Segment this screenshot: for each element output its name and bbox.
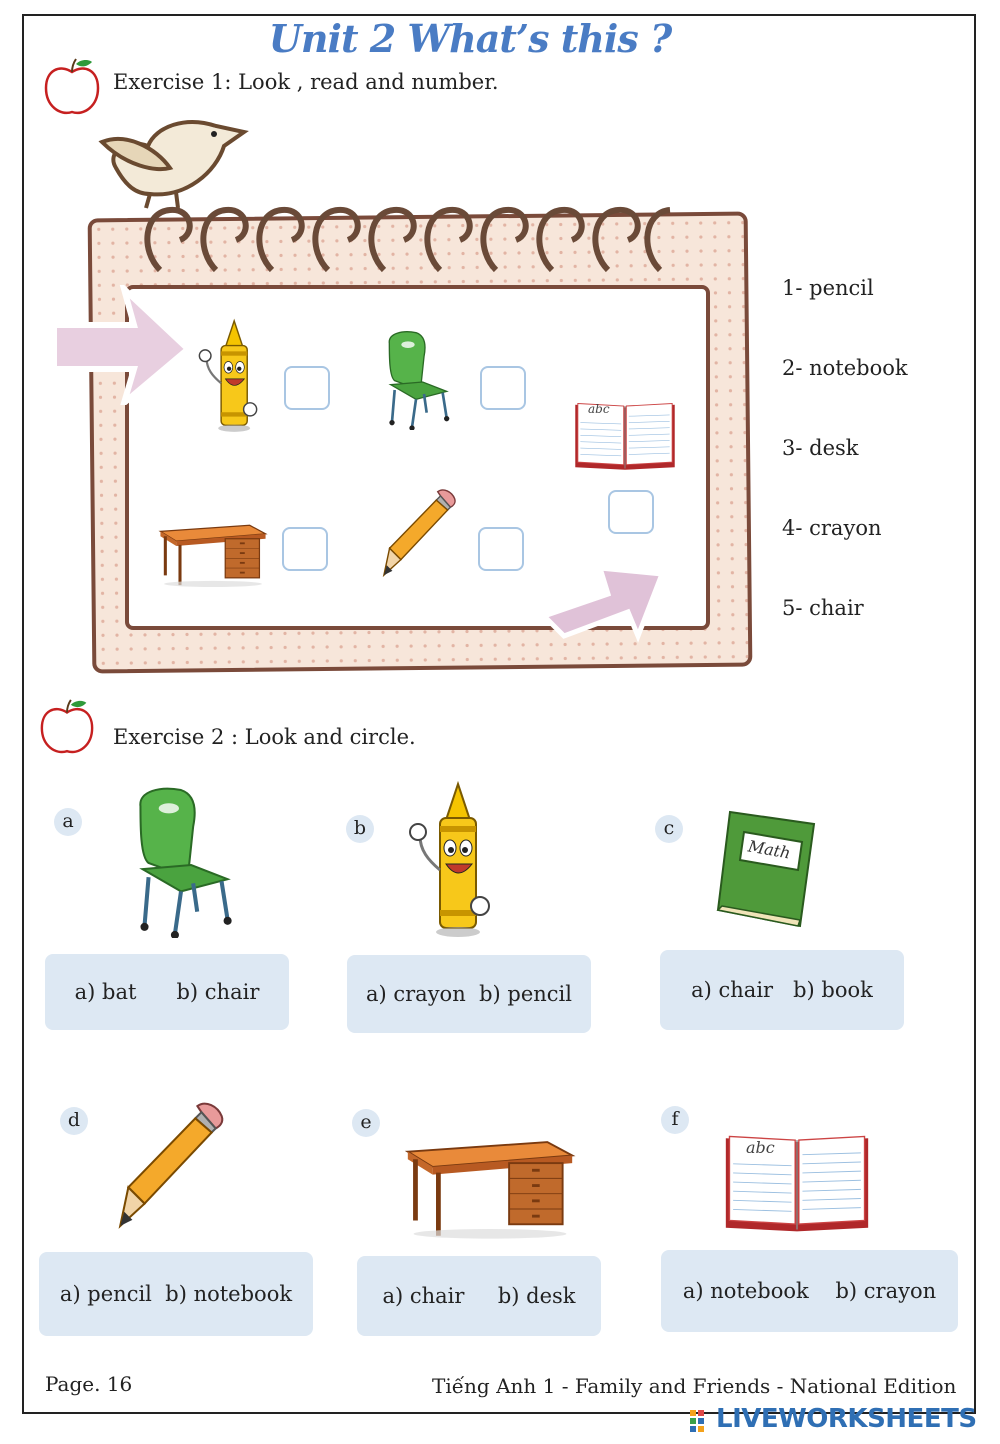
liveworksheets-brand[interactable]: LIVEWORKSHEETS <box>716 1404 977 1434</box>
wordlist-item: 3- desk <box>782 436 859 460</box>
question-letter: a <box>54 808 82 836</box>
pencil-icon <box>380 486 460 578</box>
desk-icon <box>158 518 268 590</box>
answer-box-crayon[interactable] <box>284 366 330 410</box>
option-a[interactable]: a) crayon <box>365 982 466 1006</box>
option-b[interactable]: b) desk <box>497 1284 576 1308</box>
question-letter: e <box>352 1109 380 1137</box>
exercise2-label: Exercise 2 : Look and circle. <box>113 725 416 749</box>
book-title: Tiếng Anh 1 - Family and Friends - National Edition <box>432 1374 957 1398</box>
math-book-picture <box>716 810 816 930</box>
answer-box-chair[interactable] <box>480 366 526 410</box>
apple-icon <box>38 697 96 757</box>
option-card-a <box>45 954 289 1030</box>
notebook-picture <box>574 400 676 472</box>
spiral-binding <box>140 190 680 280</box>
pencil-icon <box>116 1098 228 1230</box>
option-card-c <box>660 950 904 1030</box>
answer-box-desk[interactable] <box>282 527 328 571</box>
book-icon <box>716 810 816 930</box>
exercise1-label: Exercise 1: Look , read and number. <box>113 70 499 94</box>
desk-icon <box>404 1134 576 1240</box>
chair-icon <box>380 330 452 430</box>
chair-icon <box>126 786 236 938</box>
option-a[interactable]: a) pencil <box>59 1282 152 1306</box>
option-card-e <box>357 1256 601 1336</box>
wordlist-item: 4- crayon <box>782 516 882 540</box>
option-a[interactable]: a) chair <box>382 1284 465 1308</box>
apple-icon <box>42 56 102 118</box>
answer-box-notebook[interactable] <box>608 490 654 534</box>
option-a[interactable]: a) chair <box>691 978 774 1002</box>
option-card-f <box>661 1250 958 1332</box>
page-title: Unit 2 What’s this ? <box>268 16 672 61</box>
question-letter: f <box>661 1106 689 1134</box>
question-letter: c <box>655 815 683 843</box>
crayon-icon <box>192 318 272 434</box>
arrow-decoration-left <box>54 285 194 405</box>
option-b[interactable]: b) crayon <box>835 1279 937 1303</box>
option-b[interactable]: b) chair <box>176 980 260 1004</box>
option-card-d <box>39 1252 313 1336</box>
notebook-abc-text: abc <box>588 402 610 416</box>
wordlist-item: 5- chair <box>782 596 864 620</box>
wordlist-item: 1- pencil <box>782 276 874 300</box>
arrow-decoration-right <box>538 562 668 652</box>
liveworksheets-logo-icon <box>690 1408 712 1434</box>
option-card-b <box>347 955 591 1033</box>
option-a[interactable]: a) bat <box>74 980 137 1004</box>
page-number: Page. 16 <box>45 1372 133 1396</box>
book-title-text: Math <box>746 836 792 863</box>
crayon-icon <box>400 780 510 940</box>
question-letter: b <box>346 815 374 843</box>
answer-box-pencil[interactable] <box>478 527 524 571</box>
notebook-abc-text: abc <box>746 1138 775 1157</box>
option-b[interactable]: b) pencil <box>479 982 572 1006</box>
notebook-picture <box>724 1132 870 1234</box>
option-a[interactable]: a) notebook <box>682 1279 809 1303</box>
option-b[interactable]: b) notebook <box>165 1282 293 1306</box>
wordlist-item: 2- notebook <box>782 356 908 380</box>
question-letter: d <box>60 1107 88 1135</box>
option-b[interactable]: b) book <box>793 978 873 1002</box>
